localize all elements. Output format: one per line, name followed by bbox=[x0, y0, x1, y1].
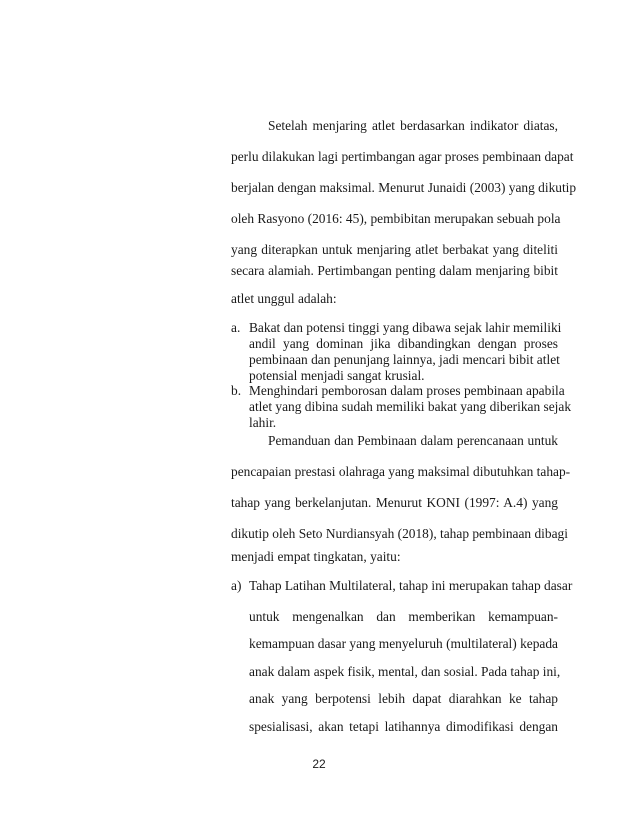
list-item-line: anak yang berpotensi lebih dapat diarahkan ke tahap bbox=[249, 691, 558, 706]
paragraph-1-line: Setelah menjaring atlet berdasarkan indikator diatas, bbox=[268, 118, 558, 133]
list-marker: a) bbox=[231, 578, 242, 593]
list-item-line: untuk mengenalkan dan memberikan kemampuan- bbox=[249, 609, 558, 624]
list-marker: a. bbox=[231, 320, 241, 335]
list-item-line: Menghindari pemborosan dalam proses pembinaan apabila bbox=[249, 383, 565, 398]
paragraph-1-line: yang diterapkan untuk menjaring atlet berbakat yang diteliti bbox=[231, 242, 558, 257]
list-item-line: Tahap Latihan Multilateral, tahap ini merupakan tahap dasar bbox=[249, 578, 573, 593]
list-item-line: lahir. bbox=[249, 415, 277, 430]
list-item-line: atlet yang dibina sudah memiliki bakat yang diberikan sejak bbox=[249, 399, 572, 414]
paragraph-1-line: perlu dilakukan lagi pertimbangan agar proses pembinaan dapat bbox=[231, 149, 574, 164]
paragraph-2-line: pencapaian prestasi olahraga yang maksimal dibutuhkan tahap- bbox=[231, 464, 571, 479]
paragraph-1-line: atlet unggul adalah: bbox=[231, 291, 337, 306]
paragraph-2-line: Pemanduan dan Pembinaan dalam perencanaan untuk bbox=[268, 433, 558, 448]
paragraph-2-line: menjadi empat tingkatan, yaitu: bbox=[231, 549, 401, 564]
list-item-line: Bakat dan potensi tinggi yang dibawa sejak lahir memiliki bbox=[249, 320, 562, 335]
paragraph-2-line: dikutip oleh Seto Nurdiansyah (2018), tahap pembinaan dibagi bbox=[231, 526, 568, 541]
list-item-line: potensial menjadi sangat krusial. bbox=[249, 368, 425, 383]
list-marker: b. bbox=[231, 383, 242, 398]
paragraph-1-line: secara alamiah. Pertimbangan penting dalam menjaring bibit bbox=[231, 263, 558, 278]
paragraph-2-line: tahap yang berkelanjutan. Menurut KONI (1997: A.4) yang bbox=[231, 495, 558, 510]
paragraph-1-line: berjalan dengan maksimal. Menurut Junaidi (2003) yang dikutip bbox=[231, 180, 577, 195]
list-item-line: pembinaan dan penunjang lainnya, jadi mencari bibit atlet bbox=[249, 352, 560, 367]
list-item-line: andil yang dominan jika dibandingkan dengan proses bbox=[249, 336, 558, 351]
list-item-line: anak dalam aspek fisik, mental, dan sosial. Pada tahap ini, bbox=[249, 664, 561, 679]
page-number: 22 bbox=[312, 757, 326, 771]
list-item-line: kemampuan dasar yang menyeluruh (multilateral) kepada bbox=[249, 636, 558, 651]
paragraph-1-line: oleh Rasyono (2016: 45), pembibitan merupakan sebuah pola bbox=[231, 211, 561, 226]
list-item-line: spesialisasi, akan tetapi latihannya dimodifikasi dengan bbox=[249, 719, 558, 734]
